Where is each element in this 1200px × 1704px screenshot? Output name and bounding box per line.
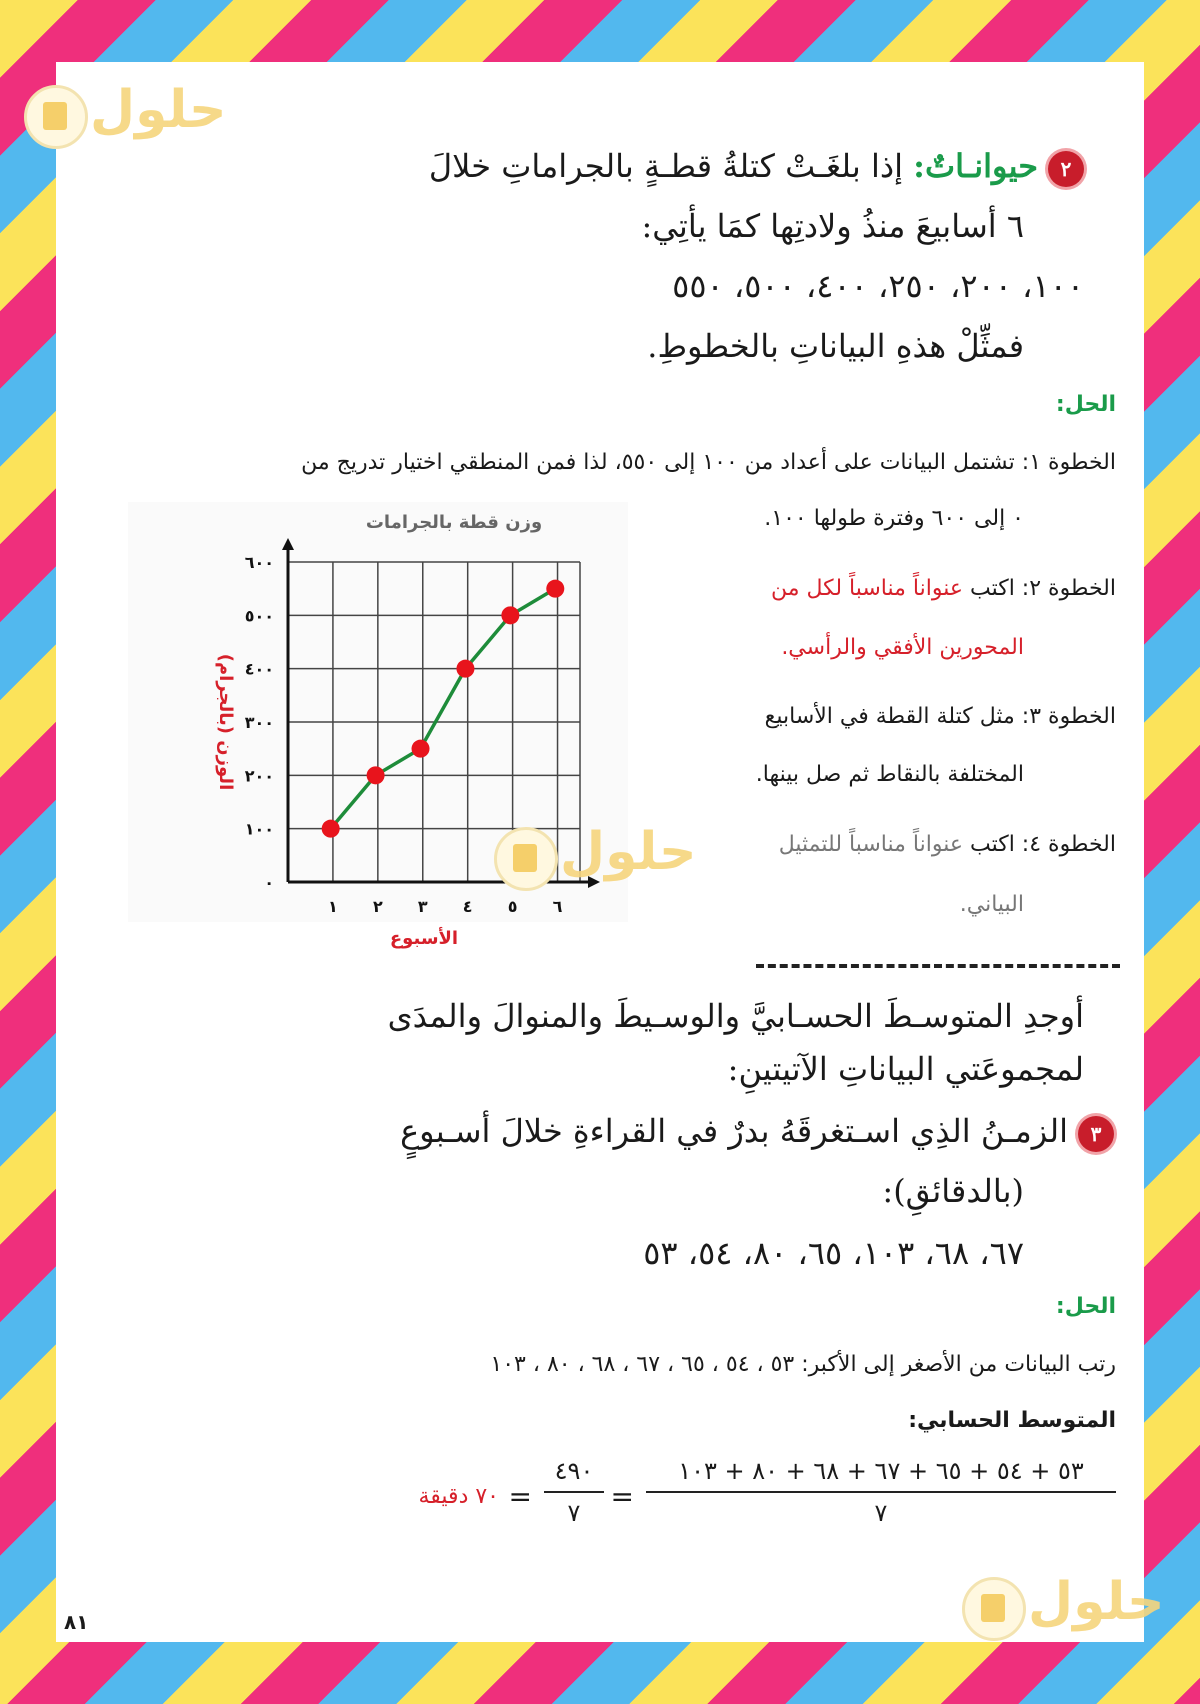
step-2-prefix: الخطوة ٢: اكتب [969, 576, 1116, 601]
y-tick-label: ٦٠٠ [244, 553, 274, 572]
sorted-data-line: رتب البيانات من الأصغر إلى الأكبر: ٥٣ ، ٥٤ ، ٦٥ ، ٦٧ ، ٦٨ ، ٨٠ ، ١٠٣ [490, 1352, 1116, 1377]
watermark-text: حلول [90, 80, 227, 140]
data-point [501, 606, 519, 624]
question-3-line-2: (بالدقائقِ): [882, 1172, 1024, 1210]
logo-icon [24, 85, 88, 149]
watermark-logo [24, 80, 227, 150]
solution-label: الحل: [1055, 392, 1116, 417]
x-tick-label: ٦ [552, 897, 563, 916]
instruction-line-2: لمجموعَتي البياناتِ الآتيتينِ: [727, 1050, 1084, 1088]
mean-denominator: ٧ [874, 1499, 888, 1527]
y-tick-label: ١٠٠ [244, 819, 274, 839]
watermark-text: حلول [560, 822, 697, 882]
step-4-highlight: عنواناً مناسباً للتمثيل [778, 832, 963, 857]
data-point [367, 766, 385, 784]
y-tick-label: ٣٠٠ [244, 713, 274, 732]
x-tick-label: ٣ [417, 897, 428, 916]
chart-title: وزن قطة بالجرامات [365, 512, 543, 533]
page-number: ٨١ [64, 1610, 89, 1634]
mean-result: ٧٠ دقيقة [418, 1484, 499, 1509]
data-point [546, 580, 564, 598]
step-4-line-2: البياني. [959, 892, 1024, 917]
step-3-line-1: الخطوة ٣: مثل كتلة القطة في الأسابيع [764, 704, 1116, 729]
data-point [322, 820, 340, 838]
question-2-line-4: فمثِّلْ هذهِ البياناتِ بالخطوطِ. [647, 327, 1024, 365]
question-3-data: ٦٧، ٦٨، ١٠٣، ٦٥، ٨٠، ٥٤، ٥٣ [643, 1234, 1024, 1272]
solution-2-label: الحل: [1055, 1294, 1116, 1319]
x-tick-label: ١ [328, 897, 338, 916]
question-2-line-1 [429, 147, 1084, 187]
x-tick-label: ٥ [507, 897, 518, 916]
sum-fraction [544, 1457, 604, 1527]
step-1-line-1: الخطوة ١: تشتمل البيانات على أعداد من ١٠٠ إلى ٥٥٠، لذا فمن المنطقي اختيار تدريج من [301, 450, 1116, 475]
equals-sign-2: = [508, 1480, 532, 1513]
question-2-data: ١٠٠، ٢٠٠، ٢٥٠، ٤٠٠، ٥٠٠، ٥٥٠ [672, 267, 1084, 305]
step-3-line-2: المختلفة بالنقاط ثم صل بينها. [755, 762, 1024, 787]
y-tick-label: ٥٠٠ [244, 606, 274, 626]
question-keyword: حيوانـاتٌ: [913, 147, 1038, 185]
x-axis-label: الأسبوع [389, 928, 459, 949]
data-point [412, 740, 430, 758]
watermark-logo [962, 1572, 1165, 1642]
step-2-line-2: المحورين الأفقي والرأسي. [781, 635, 1024, 660]
y-axis-label: الوزن (بالجرام) [215, 653, 236, 791]
y-tick-label: ٠ [264, 873, 274, 892]
question-2-line-2: ٦ أسابيعَ منذُ ولادتِها كمَا يأتِي: [641, 207, 1024, 245]
step-2-highlight: عنواناً مناسباً لكل من [770, 576, 963, 601]
step-2-line-1 [771, 576, 1116, 601]
question-3-text: الزمـنُ الذِي اسـتغرقَهُ بدرٌ في القراءةِ خلالَ أسـبوعٍ [400, 1112, 1068, 1150]
mean-numerator: ٥٣ + ٥٤ + ٦٥ + ٦٧ + ٦٨ + ٨٠ + ١٠٣ [646, 1457, 1116, 1493]
x-tick-label: ٢ [372, 897, 383, 916]
mean-label: المتوسط الحسابي: [908, 1408, 1116, 1433]
section-divider [756, 964, 1120, 968]
instruction-line-1: أوجدِ المتوسـطَ الحسـابيَّ والوسـيطَ والمنوالَ والمدَى [387, 997, 1084, 1035]
y-tick-label: ٢٠٠ [244, 766, 274, 786]
step-4-line-1 [779, 832, 1116, 857]
question-text: إذا بلغَـتْ كتلةُ قطـةٍ بالجراماتِ خلالَ [428, 147, 903, 185]
x-tick-label: ٤ [462, 897, 473, 916]
question-number-badge: ٢ [1048, 151, 1084, 187]
question-number-badge: ٣ [1078, 1116, 1114, 1152]
data-point [456, 660, 474, 678]
logo-icon [962, 1577, 1026, 1641]
y-tick-label: ٤٠٠ [244, 659, 274, 679]
watermark-text: حلول [1028, 1572, 1165, 1632]
logo-icon [494, 827, 558, 891]
sum-numerator: ٤٩٠ [544, 1457, 604, 1493]
sum-denominator: ٧ [567, 1499, 581, 1527]
equals-sign-1: = [610, 1480, 634, 1513]
step-4-prefix: الخطوة ٤: اكتب [969, 832, 1116, 857]
mean-fraction [646, 1457, 1116, 1527]
watermark-logo [494, 822, 697, 892]
question-3-line-1 [400, 1112, 1114, 1152]
step-1-line-2: ٠ إلى ٦٠٠ وفترة طولها ١٠٠. [764, 506, 1024, 531]
